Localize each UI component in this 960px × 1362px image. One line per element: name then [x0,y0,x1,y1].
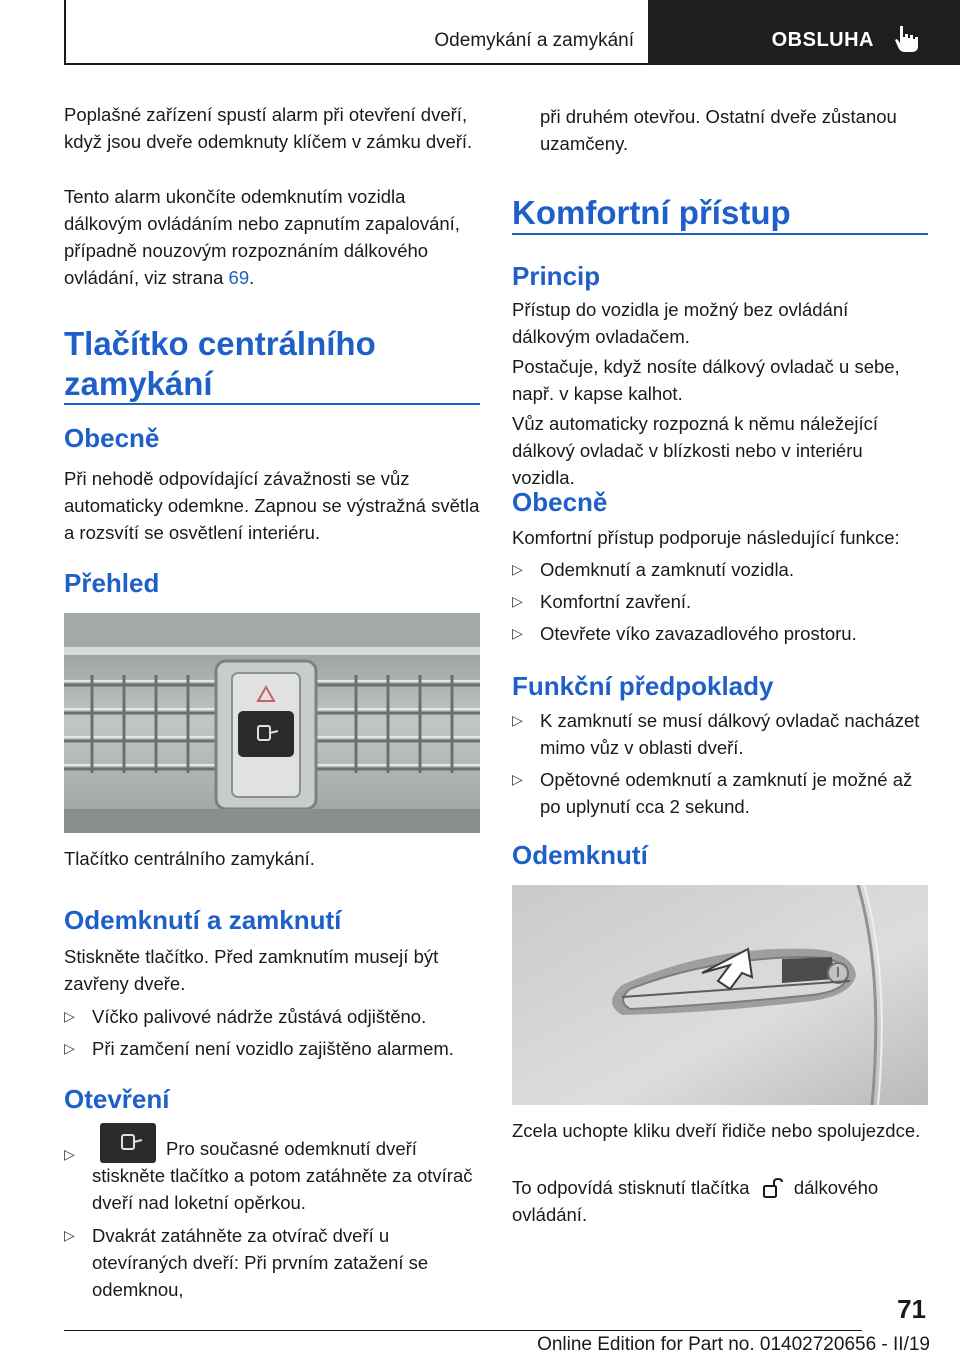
unlock-paragraph-2-pre: To odpovídá stisknutí tlačítka [512,1177,750,1198]
bullet-triangle-icon: ▷ [512,625,523,641]
central-locking-button-image [64,613,480,833]
heading-principle: Princip [512,261,601,291]
unlock-paragraph-1: Zcela uchopte kliku dveří řidiče nebo spolujezdce. [512,1120,921,1141]
header-section [66,0,646,63]
bullet-triangle-icon: ▷ [512,712,523,728]
principle-paragraph-1: Přístup do vozidla je možný bez ovládání dálkovým ovladačem. [512,299,849,347]
section-title-line2: zamykání [64,365,213,402]
header-section-title: Odemykání a zamykání [434,30,634,51]
bullet-triangle-icon: ▷ [512,771,523,787]
header-chapter-tab[interactable] [648,0,960,65]
principle-paragraph-3: Vůz automaticky rozpozná k němu náležející dálkový ovladač v blízkosti nebo v interiéru vozidla. [512,413,879,488]
general-paragraph: Při nehodě odpovídající závažnosti se vůz automaticky odemkne. Zapnou se výstražná světla a rozsvítí se osvětlení interiéru. [64,468,480,543]
unlock-key-icon [755,1177,789,1201]
alarm-paragraph: Poplašné zařízení spustí alarm při otevření dveří, když jsou dveře odemknuty klíčem v zámku dveří. [64,104,473,152]
page-number: 71 [897,1294,926,1324]
continued-paragraph: při druhém otevřou. Ostatní dveře zůstanou uzamčeny. [540,106,897,154]
heading-general: Obecně [512,487,608,517]
bullet-triangle-icon: ▷ [512,593,523,609]
header-bottom-rule [64,63,648,65]
unlock-paragraph-2-post: dálkového ovládání. [512,1177,879,1226]
pointing-hand-icon [892,24,922,54]
heading-requirements: Funkční předpoklady [512,671,774,701]
heading-overview: Přehled [64,568,160,598]
list-item-text: Dvakrát zatáhněte za otvírač dveří u otevíraných dveří: Při prvním zatažení se odemknou, [92,1225,429,1300]
alarm-stop-end: . [249,267,255,288]
list-item-text: Při zamčení není vozidlo zajištěno alarmem. [92,1038,454,1059]
alarm-stop-paragraph [64,183,480,291]
section-title-line1: Tlačítko centrálního [64,325,376,362]
list-item-text: Víčko palivové nádrže zůstává odjištěno. [92,1006,427,1027]
bullet-triangle-icon: ▷ [512,561,523,577]
heading-general: Obecně [64,423,160,453]
list-item-text: Opětovné odemknutí a zamknutí je možné až po uplynutí cca 2 sekund. [540,769,913,817]
section-title-central-locking [64,324,376,404]
heading-open: Otevření [64,1084,170,1114]
list-item-text: Otevřete víko zavazadlového prostoru. [540,623,857,644]
section-rule [64,403,480,405]
page-link[interactable]: 69 [228,267,250,288]
header-chapter-label: OBSLUHA [771,29,874,51]
bullet-triangle-icon: ▷ [64,1040,75,1056]
bullet-triangle-icon: ▷ [64,1146,75,1162]
list-item-text: Pro současné odemknutí dveří stiskněte tlačítko a potom zatáhněte za otvírač dveří nad loketní opěrkou. [92,1138,473,1213]
list-item-text: Komfortní zavření. [540,591,692,612]
footer-edition: Online Edition for Part no. 01402720656 - II/19 [537,1334,930,1355]
lock-paragraph: Stiskněte tlačítko. Před zamknutím musejí být zavřeny dveře. [64,946,439,994]
bullet-triangle-icon: ▷ [64,1227,75,1243]
alarm-stop-text: Tento alarm ukončíte odemknutím vozidla dálkovým ovládáním nebo zapnutím zapalování, případně nouzovým rozpoznáním dálkového ovládání, viz strana [64,186,460,288]
section-rule [512,233,928,235]
heading-unlock: Odemknutí [512,840,648,870]
list-item-text: K zamknutí se musí dálkový ovladač nacházet mimo vůz v oblasti dveří. [540,710,920,758]
unlock-paragraph-2 [512,1174,928,1228]
section-title-comfort-access: Komfortní přístup [512,194,791,231]
general-paragraph: Komfortní přístup podporuje následující funkce: [512,527,900,548]
image-caption: Tlačítko centrálního zamykání. [64,848,315,869]
door-handle-image [512,885,928,1105]
bullet-triangle-icon: ▷ [64,1008,75,1024]
footer-rule [64,1330,862,1331]
list-item-text: Odemknutí a zamknutí vozidla. [540,559,794,580]
heading-lock-unlock: Odemknutí a zamknutí [64,905,342,935]
principle-paragraph-2: Postačuje, když nosíte dálkový ovladač u sebe, např. v kapse kalhot. [512,356,900,404]
